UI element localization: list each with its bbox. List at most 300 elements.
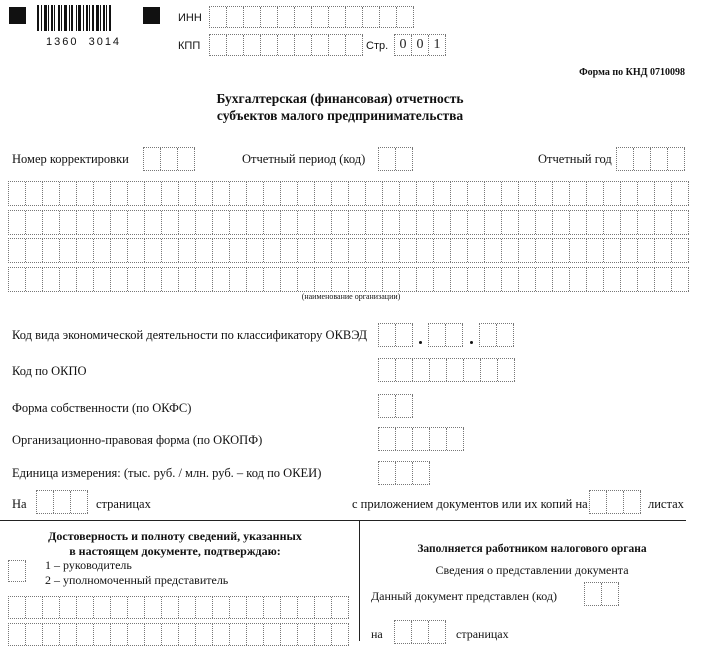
org-name-cell[interactable]: [468, 182, 485, 205]
signer-name-cell[interactable]: [230, 624, 247, 645]
org-name-cell[interactable]: [400, 211, 417, 234]
org-name-cell[interactable]: [145, 268, 162, 291]
signer-name-cell[interactable]: [196, 597, 213, 618]
org-name-cell[interactable]: [570, 182, 587, 205]
org-name-cell[interactable]: [77, 268, 94, 291]
org-name-cell[interactable]: [638, 239, 655, 262]
org-name-cell[interactable]: [230, 211, 247, 234]
org-name-cell[interactable]: [485, 182, 502, 205]
org-name-cell[interactable]: [196, 182, 213, 205]
org-name-cell[interactable]: [43, 239, 60, 262]
org-name-cell[interactable]: [298, 268, 315, 291]
org-name-cell[interactable]: [247, 182, 264, 205]
input-cell[interactable]: [363, 7, 380, 27]
signer-name-cell[interactable]: [247, 597, 264, 618]
org-name-cell[interactable]: [655, 182, 672, 205]
org-name-cell[interactable]: [621, 211, 638, 234]
org-name-cell[interactable]: [145, 182, 162, 205]
signer-name-cell[interactable]: [281, 597, 298, 618]
input-cell[interactable]: [244, 7, 261, 27]
org-name-cell[interactable]: [111, 239, 128, 262]
input-cell[interactable]: [396, 395, 413, 417]
form-code: Форма по КНД 0710098: [579, 67, 685, 78]
okved-group-2[interactable]: [428, 323, 463, 347]
input-cell[interactable]: [447, 359, 464, 381]
org-name-cell[interactable]: [638, 182, 655, 205]
input-cell[interactable]: [346, 35, 363, 55]
input-cell[interactable]: [412, 621, 429, 643]
signer-name-row-2[interactable]: [8, 623, 349, 646]
tax-pages-on-label: на: [371, 627, 383, 641]
org-name-cell[interactable]: [349, 182, 366, 205]
input-cell[interactable]: [178, 148, 195, 170]
org-name-cell[interactable]: [366, 182, 383, 205]
signer-name-cell[interactable]: [111, 624, 128, 645]
org-name-cell[interactable]: [621, 182, 638, 205]
input-cell[interactable]: [590, 491, 607, 513]
reporting-year-field[interactable]: [616, 147, 685, 171]
input-cell[interactable]: [396, 359, 413, 381]
org-name-cell[interactable]: [451, 211, 468, 234]
signer-name-cell[interactable]: [264, 624, 281, 645]
org-name-cell[interactable]: [264, 182, 281, 205]
org-name-cell[interactable]: [247, 239, 264, 262]
kpp-label: КПП: [178, 40, 201, 52]
org-name-cell[interactable]: [60, 211, 77, 234]
okpo-field[interactable]: [378, 358, 515, 382]
signer-type-field[interactable]: [8, 560, 26, 582]
org-name-cell[interactable]: [502, 239, 519, 262]
input-cell[interactable]: [481, 359, 498, 381]
org-name-cell[interactable]: [298, 211, 315, 234]
pages-on-label: На: [12, 497, 27, 511]
signer-name-cell[interactable]: [315, 624, 332, 645]
input-cell[interactable]: [379, 324, 396, 346]
input-cell[interactable]: [634, 148, 651, 170]
input-cell[interactable]: [668, 148, 685, 170]
input-cell[interactable]: [380, 7, 397, 27]
org-name-cell[interactable]: [502, 211, 519, 234]
input-cell[interactable]: [295, 35, 312, 55]
input-cell[interactable]: [497, 324, 514, 346]
input-cell[interactable]: [379, 462, 396, 484]
org-name-cell[interactable]: [400, 239, 417, 262]
org-name-cell[interactable]: [77, 211, 94, 234]
signer-name-cell[interactable]: [179, 624, 196, 645]
org-name-cell[interactable]: [553, 268, 570, 291]
input-cell[interactable]: [295, 7, 312, 27]
org-name-cell[interactable]: [519, 182, 536, 205]
input-cell[interactable]: [430, 359, 447, 381]
org-name-cell[interactable]: [111, 268, 128, 291]
org-name-cell[interactable]: [451, 268, 468, 291]
input-cell[interactable]: [429, 621, 446, 643]
signer-name-row-1[interactable]: [8, 596, 349, 619]
input-cell[interactable]: [261, 35, 278, 55]
signer-name-cell[interactable]: [298, 597, 315, 618]
org-name-cell[interactable]: [485, 239, 502, 262]
org-name-cell[interactable]: [553, 182, 570, 205]
org-name-cell[interactable]: [281, 211, 298, 234]
org-name-cell[interactable]: [128, 182, 145, 205]
signer-name-cell[interactable]: [128, 624, 145, 645]
submitted-code-field[interactable]: [584, 582, 619, 606]
org-name-cell[interactable]: [9, 182, 26, 205]
input-cell[interactable]: [480, 324, 497, 346]
input-cell[interactable]: [651, 148, 668, 170]
org-name-cell[interactable]: [9, 211, 26, 234]
organization-name-row-4[interactable]: [8, 267, 689, 292]
org-name-cell[interactable]: [94, 268, 111, 291]
org-name-cell[interactable]: [43, 268, 60, 291]
org-name-cell[interactable]: [332, 182, 349, 205]
org-name-cell[interactable]: [604, 182, 621, 205]
input-cell[interactable]: [346, 7, 363, 27]
org-name-cell[interactable]: [111, 182, 128, 205]
org-name-cell[interactable]: [298, 182, 315, 205]
org-name-cell[interactable]: [519, 211, 536, 234]
org-name-cell[interactable]: [451, 182, 468, 205]
org-name-cell[interactable]: [502, 182, 519, 205]
org-name-cell[interactable]: [94, 211, 111, 234]
org-name-cell[interactable]: [281, 268, 298, 291]
signer-name-cell[interactable]: [111, 597, 128, 618]
org-name-cell[interactable]: [43, 211, 60, 234]
signer-name-cell[interactable]: [145, 624, 162, 645]
org-name-cell[interactable]: [60, 239, 77, 262]
org-name-cell[interactable]: [162, 211, 179, 234]
signer-name-cell[interactable]: [196, 624, 213, 645]
signer-name-cell[interactable]: [162, 624, 179, 645]
correction-number-field[interactable]: [143, 147, 195, 171]
input-cell[interactable]: [617, 148, 634, 170]
signer-name-cell[interactable]: [128, 597, 145, 618]
okfs-label: Форма собственности (по ОКФС): [12, 401, 192, 415]
org-name-cell[interactable]: [77, 182, 94, 205]
org-name-cell[interactable]: [213, 182, 230, 205]
organization-name-row-2[interactable]: [8, 210, 689, 235]
org-name-cell[interactable]: [264, 268, 281, 291]
org-name-cell[interactable]: [553, 211, 570, 234]
org-name-cell[interactable]: [383, 182, 400, 205]
input-cell[interactable]: [396, 462, 413, 484]
org-name-cell[interactable]: [332, 268, 349, 291]
org-name-cell[interactable]: [468, 268, 485, 291]
org-name-cell[interactable]: [553, 239, 570, 262]
organization-name-row-1[interactable]: [8, 181, 689, 206]
org-name-cell[interactable]: [383, 239, 400, 262]
org-name-cell[interactable]: [434, 182, 451, 205]
signer-name-cell[interactable]: [43, 624, 60, 645]
org-name-cell[interactable]: [332, 211, 349, 234]
org-name-cell[interactable]: [417, 239, 434, 262]
org-name-cell[interactable]: [94, 239, 111, 262]
input-cell[interactable]: [9, 561, 26, 581]
input-cell[interactable]: [396, 148, 413, 170]
signer-name-cell[interactable]: [43, 597, 60, 618]
org-name-cell[interactable]: [128, 211, 145, 234]
org-name-cell[interactable]: [434, 239, 451, 262]
org-name-cell[interactable]: [570, 268, 587, 291]
org-name-cell[interactable]: [570, 239, 587, 262]
org-name-cell[interactable]: [655, 239, 672, 262]
org-name-cell[interactable]: [26, 211, 43, 234]
input-cell[interactable]: [144, 148, 161, 170]
org-name-cell[interactable]: [247, 268, 264, 291]
input-cell[interactable]: [624, 491, 641, 513]
org-name-cell[interactable]: [417, 211, 434, 234]
input-cell[interactable]: [430, 428, 447, 450]
org-name-cell[interactable]: [111, 211, 128, 234]
signer-name-cell[interactable]: [213, 624, 230, 645]
org-name-cell[interactable]: [315, 239, 332, 262]
okfs-field[interactable]: [378, 394, 413, 418]
org-name-cell[interactable]: [400, 268, 417, 291]
org-name-cell[interactable]: [536, 239, 553, 262]
okved-group-1[interactable]: [378, 323, 413, 347]
org-name-cell[interactable]: [349, 268, 366, 291]
org-name-cell[interactable]: [213, 211, 230, 234]
org-name-cell[interactable]: [468, 239, 485, 262]
okei-field[interactable]: [378, 461, 430, 485]
org-name-cell[interactable]: [672, 182, 689, 205]
org-name-cell[interactable]: [587, 268, 604, 291]
signer-name-cell[interactable]: [60, 624, 77, 645]
signer-name-cell[interactable]: [145, 597, 162, 618]
input-cell[interactable]: [227, 35, 244, 55]
input-cell[interactable]: [312, 7, 329, 27]
org-name-cell[interactable]: [162, 268, 179, 291]
signer-name-cell[interactable]: [94, 597, 111, 618]
input-cell[interactable]: [395, 621, 412, 643]
input-cell[interactable]: [607, 491, 624, 513]
input-cell[interactable]: [602, 583, 619, 605]
org-name-cell[interactable]: [485, 268, 502, 291]
input-cell[interactable]: [71, 491, 88, 513]
input-cell[interactable]: [261, 7, 278, 27]
org-name-cell[interactable]: [672, 239, 689, 262]
org-name-cell[interactable]: [26, 182, 43, 205]
org-name-cell[interactable]: [587, 211, 604, 234]
org-name-cell[interactable]: [60, 182, 77, 205]
org-name-cell[interactable]: [638, 268, 655, 291]
org-name-cell[interactable]: [519, 239, 536, 262]
org-name-cell[interactable]: [451, 239, 468, 262]
org-name-cell[interactable]: [145, 211, 162, 234]
org-name-cell[interactable]: [434, 268, 451, 291]
input-cell[interactable]: [54, 491, 71, 513]
input-cell[interactable]: [210, 35, 227, 55]
signer-name-cell[interactable]: [94, 624, 111, 645]
org-name-cell[interactable]: [179, 182, 196, 205]
okved-group-3[interactable]: [479, 323, 514, 347]
org-name-cell[interactable]: [519, 268, 536, 291]
signer-name-cell[interactable]: [213, 597, 230, 618]
org-name-cell[interactable]: [213, 268, 230, 291]
signer-name-cell[interactable]: [298, 624, 315, 645]
okopf-field[interactable]: [378, 427, 464, 451]
org-name-cell[interactable]: [434, 211, 451, 234]
org-name-cell[interactable]: [264, 239, 281, 262]
org-name-cell[interactable]: [179, 211, 196, 234]
signer-name-cell[interactable]: [332, 624, 349, 645]
org-name-cell[interactable]: [672, 268, 689, 291]
signer-name-cell[interactable]: [26, 597, 43, 618]
input-cell[interactable]: [312, 35, 329, 55]
org-name-cell[interactable]: [536, 268, 553, 291]
input-cell[interactable]: [379, 148, 396, 170]
org-name-cell[interactable]: [502, 268, 519, 291]
org-name-cell[interactable]: [196, 268, 213, 291]
org-name-cell[interactable]: [247, 211, 264, 234]
organization-name-row-3[interactable]: [8, 238, 689, 263]
attachment-sheets-field[interactable]: [589, 490, 641, 514]
tax-office-title: Заполняется работником налогового органа: [417, 543, 647, 555]
org-name-cell[interactable]: [621, 268, 638, 291]
org-name-cell[interactable]: [400, 182, 417, 205]
signer-name-cell[interactable]: [162, 597, 179, 618]
org-name-cell[interactable]: [536, 211, 553, 234]
org-name-cell[interactable]: [638, 211, 655, 234]
org-name-cell[interactable]: [281, 239, 298, 262]
input-cell[interactable]: [210, 7, 227, 27]
signer-name-cell[interactable]: [9, 624, 26, 645]
org-name-cell[interactable]: [315, 182, 332, 205]
org-name-cell[interactable]: [128, 239, 145, 262]
input-cell[interactable]: [379, 359, 396, 381]
org-name-cell[interactable]: [77, 239, 94, 262]
org-name-cell[interactable]: [604, 211, 621, 234]
input-cell[interactable]: [464, 359, 481, 381]
org-name-cell[interactable]: [570, 211, 587, 234]
tax-pages-count-field[interactable]: [394, 620, 446, 644]
org-name-cell[interactable]: [230, 239, 247, 262]
org-name-cell[interactable]: [230, 182, 247, 205]
org-name-cell[interactable]: [366, 268, 383, 291]
org-name-cell[interactable]: [9, 239, 26, 262]
org-name-cell[interactable]: [145, 239, 162, 262]
org-name-cell[interactable]: [128, 268, 145, 291]
org-name-cell[interactable]: [179, 268, 196, 291]
org-name-cell[interactable]: [655, 268, 672, 291]
org-name-cell[interactable]: [315, 211, 332, 234]
input-cell[interactable]: [413, 428, 430, 450]
org-name-cell[interactable]: [162, 239, 179, 262]
org-name-cell[interactable]: [655, 211, 672, 234]
input-cell[interactable]: [446, 324, 463, 346]
input-cell[interactable]: [397, 7, 414, 27]
title-line-2: субъектов малого предпринимательства: [216, 108, 464, 123]
org-name-cell[interactable]: [366, 239, 383, 262]
input-cell[interactable]: [244, 35, 261, 55]
org-name-cell[interactable]: [196, 239, 213, 262]
input-cell[interactable]: [227, 7, 244, 27]
org-name-cell[interactable]: [672, 211, 689, 234]
input-cell[interactable]: [447, 428, 464, 450]
okopf-label: Организационно-правовая форма (по ОКОПФ): [12, 433, 263, 447]
signer-name-cell[interactable]: [179, 597, 196, 618]
org-name-cell[interactable]: [468, 211, 485, 234]
org-name-cell[interactable]: [94, 182, 111, 205]
org-name-cell[interactable]: [230, 268, 247, 291]
org-name-cell[interactable]: [349, 239, 366, 262]
org-name-cell[interactable]: [604, 268, 621, 291]
org-name-cell[interactable]: [9, 268, 26, 291]
input-cell[interactable]: [161, 148, 178, 170]
signer-name-cell[interactable]: [315, 597, 332, 618]
org-name-cell[interactable]: [179, 239, 196, 262]
org-name-cell[interactable]: [383, 268, 400, 291]
signer-name-cell[interactable]: [77, 624, 94, 645]
org-name-cell[interactable]: [213, 239, 230, 262]
org-name-cell[interactable]: [383, 211, 400, 234]
org-name-cell[interactable]: [587, 239, 604, 262]
org-name-cell[interactable]: [298, 239, 315, 262]
input-cell[interactable]: [278, 7, 295, 27]
input-cell[interactable]: [413, 359, 430, 381]
input-cell[interactable]: [379, 395, 396, 417]
org-name-cell[interactable]: [60, 268, 77, 291]
reporting-period-field[interactable]: [378, 147, 413, 171]
signer-name-cell[interactable]: [60, 597, 77, 618]
org-name-cell[interactable]: [417, 182, 434, 205]
org-name-cell[interactable]: [604, 239, 621, 262]
signer-name-cell[interactable]: [281, 624, 298, 645]
signer-name-cell[interactable]: [26, 624, 43, 645]
org-name-cell[interactable]: [536, 182, 553, 205]
kpp-field[interactable]: [209, 34, 363, 56]
inn-field[interactable]: [209, 6, 414, 28]
okpo-label: Код по ОКПО: [12, 364, 87, 378]
input-cell[interactable]: [37, 491, 54, 513]
input-cell[interactable]: [396, 428, 413, 450]
signer-name-cell[interactable]: [332, 597, 349, 618]
input-cell[interactable]: [329, 35, 346, 55]
okei-label: Единица измерения: (тыс. руб. / млн. руб. – код по ОКЕИ): [12, 466, 322, 480]
signer-name-cell[interactable]: [264, 597, 281, 618]
org-name-cell[interactable]: [43, 182, 60, 205]
org-name-cell[interactable]: [587, 182, 604, 205]
signer-name-cell[interactable]: [77, 597, 94, 618]
org-name-cell[interactable]: [366, 211, 383, 234]
org-name-cell[interactable]: [315, 268, 332, 291]
input-cell[interactable]: [429, 324, 446, 346]
input-cell[interactable]: [329, 7, 346, 27]
org-name-cell[interactable]: [264, 211, 281, 234]
org-name-cell[interactable]: [621, 239, 638, 262]
org-name-cell[interactable]: [196, 211, 213, 234]
org-name-cell[interactable]: [26, 239, 43, 262]
signer-name-cell[interactable]: [230, 597, 247, 618]
pages-count-field[interactable]: [36, 490, 88, 514]
org-name-cell[interactable]: [349, 211, 366, 234]
org-name-cell[interactable]: [162, 182, 179, 205]
org-name-cell[interactable]: [281, 182, 298, 205]
input-cell[interactable]: [585, 583, 602, 605]
signer-name-cell[interactable]: [247, 624, 264, 645]
column-divider: [359, 520, 360, 641]
input-cell[interactable]: [413, 462, 430, 484]
input-cell[interactable]: [396, 324, 413, 346]
signer-name-cell[interactable]: [9, 597, 26, 618]
org-name-cell[interactable]: [26, 268, 43, 291]
input-cell[interactable]: [379, 428, 396, 450]
org-name-cell[interactable]: [485, 211, 502, 234]
org-name-cell[interactable]: [417, 268, 434, 291]
org-name-cell[interactable]: [332, 239, 349, 262]
input-cell[interactable]: [498, 359, 515, 381]
input-cell[interactable]: [278, 35, 295, 55]
